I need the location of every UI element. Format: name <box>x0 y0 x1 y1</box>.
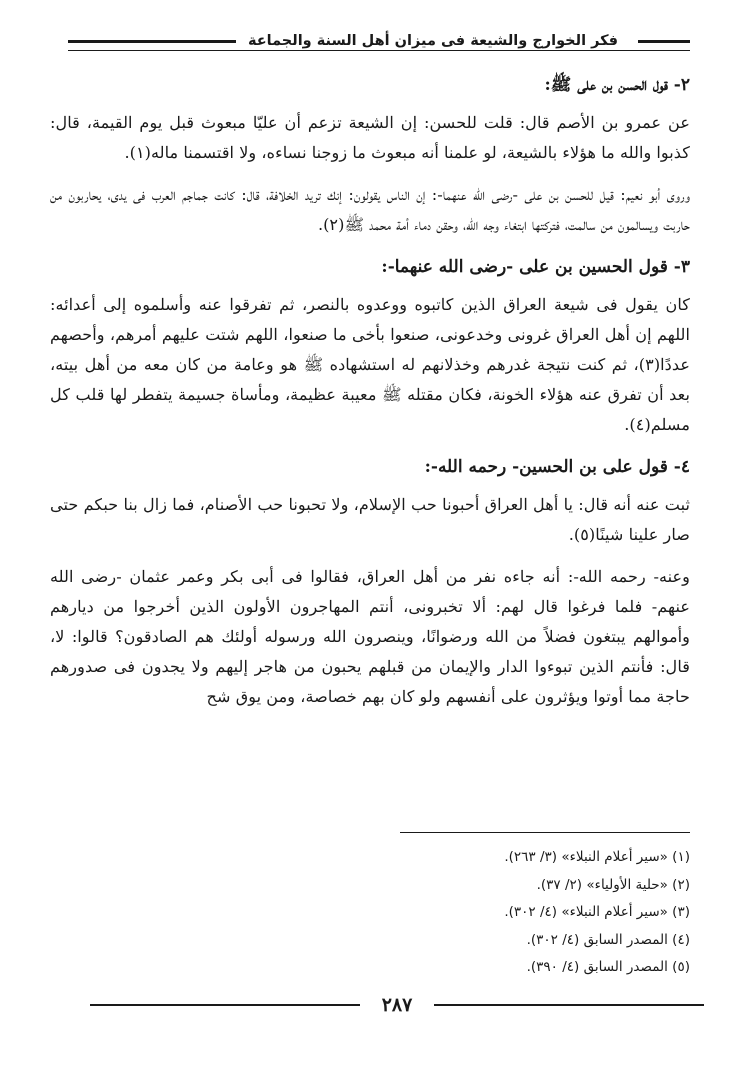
header-rule-left <box>68 40 236 43</box>
paragraph: عن عمرو بن الأصم قال: قلت للحسن: إن الشيعة تزعم أن عليّا مبعوث قبل يوم القيمة، قال: كذبوا والله ما هؤلاء بالشيعة، لو علمنا أنه مبعوث ما زوجنا نساءه، ولا اقتسمنا ماله(١). <box>50 113 690 162</box>
section-heading: ٤- قول على بن الحسين- رحمه الله-: <box>424 457 690 477</box>
header-rule-right <box>638 40 690 43</box>
running-header <box>68 28 690 54</box>
paragraph: ثبت عنه أنه قال: يا أهل العراق أحبونا حب الإسلام، ولا تحبونا حب الأصنام، فما زال بنا حبكم حتى صار علينا شينًا(٥). <box>50 495 690 544</box>
footnote-item: (١) «سير أعلام النبلاء» (٣/ ٢٦٣). <box>504 849 690 865</box>
header-title: فكر الخوارج والشيعة فى ميزان أهل السنة والجماعة <box>247 33 619 49</box>
footnotes <box>50 844 690 982</box>
footnote-item: (٥) المصدر السابق (٤/ ٣٩٠). <box>526 959 690 975</box>
paragraph: وروى أبو نعيم: قيل للحسن بن على -رضى الله عنهما-: إن الناس يقولون: إنك تريد الخلافة، قال: كانت جماجم العرب فى يدى، يحاربون من حاربت ويسالمون من سالمت، فتركتها ابتغاء وجه الله، وحقن دماء أمة محمد ﷺ(٢). <box>50 185 690 234</box>
paragraph: كان يقول فى شيعة العراق الذين كاتبوه ووعدوه بالنصر، ثم تفرقوا عنه وأسلموه إلى أعدائه: اللهم إن أهل العراق غرونى وخدعونى، صنعوا بأخى ما صنعوا، اللهم شتت عليهم أمرهم، وأحصهم عددًا(٣)، ثم كنت نتيجة غدرهم وخذلانهم له استشهاده ﷺ هو وعامة من كان معه من أهل بيته، بعد أن تفرق عنه هؤلاء الخونة، فكان مقتله ﷺ معيبة عظيمة، ومأساة جسيمة يتفطر لها قلب كل مسلم(٤). <box>50 295 690 434</box>
page-footer <box>90 990 704 1020</box>
footer-rule-left <box>90 1004 360 1006</box>
footnote-item: (٤) المصدر السابق (٤/ ٣٠٢). <box>526 931 690 948</box>
paragraph: وعنه- رحمه الله-: أنه جاءه نفر من أهل العراق، فقالوا فى أبى بكر وعمر عثمان -رضى الله عنهم- فلما فرغوا قال لهم: ألا تخبرونى، أنتم المهاجرون الأولون الذين أخرجوا من ديارهم وأموالهم يبتغون فضلاً من الله ورضوانًا، وينصرون الله ورسوله أولئك هم الصادقون؟ قالوا: لا، قال: فأنتم الذين تبوءوا الدار والإيمان من قبلهم يحبون من هاجر إليهم ولا يجدون فى صدورهم حاجة مما أوتوا ويؤثرون على أنفسهم ولو كان بهم خصاصة، ومن يوق شح <box>50 567 690 706</box>
section-heading: ٣- قول الحسين بن على -رضى الله عنهما-: <box>381 257 690 277</box>
footnote-item: (٢) «حلية الأولياء» (٢/ ٣٧). <box>536 876 690 893</box>
page-number: ٢٨٧ <box>381 994 413 1016</box>
main-text <box>50 70 690 724</box>
footer-rule-right <box>434 1004 704 1006</box>
footnote-item: (٣) «سير أعلام النبلاء» (٤/ ٣٠٢). <box>504 904 690 920</box>
footnote-separator <box>400 832 690 833</box>
section-heading: ٢- قول الحسن بن على ﷺ: <box>544 75 690 95</box>
header-underline <box>68 50 690 51</box>
